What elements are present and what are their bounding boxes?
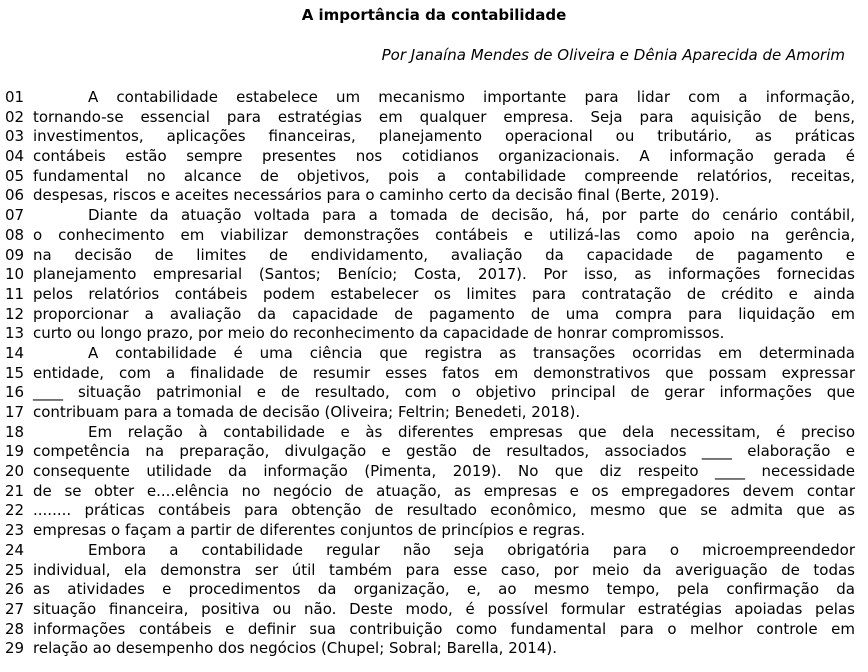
text-line: [0, 639, 868, 659]
text-line: [0, 265, 868, 285]
line-number: 14: [5, 343, 25, 362]
article-body: [0, 88, 868, 659]
line-number: 24: [5, 540, 25, 559]
line-number: 01: [5, 88, 25, 106]
line-number: 06: [5, 186, 25, 205]
line-text: ____ situação patrimonial e de resultado, com o objetivo principal de gerar informações que: [33, 383, 855, 402]
line-text: individual, ela demonstra ser útil também para esse caso, por meio da averiguação de todas: [33, 560, 855, 579]
line-text: de se obter e....elência no negócio de atuação, as empresas e os empregadores devem contar: [33, 481, 855, 500]
line-number: 15: [5, 363, 25, 382]
text-line: [0, 600, 868, 620]
text-line: [0, 561, 868, 581]
line-text: despesas, riscos e aceites necessários para o caminho certo da decisão final (Berte, 2019).: [33, 186, 720, 205]
text-line: [0, 167, 868, 187]
line-number: 05: [5, 166, 25, 185]
line-text: A contabilidade é uma ciência que registra as transações ocorridas em determinada: [88, 343, 855, 362]
text-line: [0, 186, 868, 206]
line-text: competência na preparação, divulgação e gestão de resultados, associados ____ elaboração e: [33, 442, 855, 461]
line-number: 25: [5, 560, 25, 579]
text-line: [0, 423, 868, 443]
line-number: 22: [5, 501, 25, 520]
line-number: 09: [5, 245, 25, 264]
text-line: [0, 305, 868, 325]
line-number: 28: [5, 619, 25, 638]
line-number: 21: [5, 481, 25, 500]
line-text: contribuam para a tomada de decisão (Oliveira; Feltrin; Benedeti, 2018).: [33, 403, 581, 421]
text-line: [0, 226, 868, 246]
text-line: [0, 285, 868, 305]
text-line: [0, 501, 868, 521]
line-text: Em relação à contabilidade e às diferentes empresas que dela necessitam, é preciso: [88, 422, 855, 441]
line-text: fundamental no alcance de objetivos, pois a contabilidade compreende relatórios, receitas,: [33, 166, 855, 185]
line-number: 29: [5, 639, 25, 658]
line-text: ........ práticas contábeis para obtenção de resultado econômico, mesmo que se admita que as: [33, 501, 855, 520]
line-text: curto ou longo prazo, por meio do reconhecimento da capacidade de honrar compromissos.: [33, 324, 725, 343]
line-text: relação ao desempenho dos negócios (Chupel; Sobral; Barella, 2014).: [33, 639, 558, 658]
line-number: 20: [5, 462, 25, 481]
line-number: 10: [5, 265, 25, 284]
line-text: empresas o façam a partir de diferentes conjuntos de princípios e regras.: [33, 521, 586, 540]
line-text: entidade, com a finalidade de resumir esses fatos em demonstrativos que possam expressar: [33, 363, 855, 382]
line-number: 02: [5, 107, 25, 126]
line-text: as atividades e procedimentos da organização, e, ao mesmo tempo, pela confirmação da: [33, 580, 855, 599]
article-title: A importância da contabilidade: [301, 6, 567, 24]
text-line: [0, 246, 868, 266]
text-line: [0, 127, 868, 147]
line-text: informações contábeis e definir sua contribuição como fundamental para o melhor controle em: [33, 619, 855, 638]
text-line: [0, 580, 868, 600]
text-line: [0, 403, 868, 423]
text-line: [0, 206, 868, 226]
line-number: 08: [5, 225, 25, 244]
line-number: 16: [5, 383, 25, 402]
line-number: 12: [5, 304, 25, 323]
line-text: pelos relatórios contábeis podem estabelecer os limites para contratação de crédito e ainda: [33, 284, 855, 303]
line-text: investimentos, aplicações financeiras, planejamento operacional ou tributário, as práticas: [33, 127, 855, 146]
text-line: [0, 442, 868, 462]
text-line: [0, 344, 868, 364]
line-number: 27: [5, 599, 25, 618]
line-text: A contabilidade estabelece um mecanismo importante para lidar com a informação,: [88, 88, 855, 106]
line-number: 03: [5, 127, 25, 146]
line-text: na decisão de limites de endividamento, avaliação da capacidade de pagamento e: [33, 245, 855, 264]
line-number: 07: [5, 206, 25, 225]
text-line: [0, 462, 868, 482]
text-line: [0, 147, 868, 167]
line-text: consequente utilidade da informação (Pimenta, 2019). No que diz respeito ____ necessidade: [33, 462, 855, 481]
line-number: 13: [5, 324, 25, 343]
text-line: [0, 324, 868, 344]
text-line: [0, 620, 868, 640]
line-text: contábeis estão sempre presentes nos cotidianos organizacionais. A informação gerada é: [33, 147, 855, 166]
text-line: [0, 364, 868, 384]
line-number: 26: [5, 580, 25, 599]
line-number: 04: [5, 147, 25, 166]
line-text: Embora a contabilidade regular não seja obrigatória para o microempreendedor: [88, 540, 855, 559]
line-text: Diante da atuação voltada para a tomada de decisão, há, por parte do cenário contábil,: [88, 206, 855, 225]
line-number: 18: [5, 422, 25, 441]
text-line: [0, 521, 868, 541]
line-number: 11: [5, 284, 25, 303]
article-byline: Por Janaína Mendes de Oliveira e Dênia Aparecida de Amorim: [381, 46, 845, 64]
text-line: [0, 383, 868, 403]
line-text: proporcionar a avaliação da capacidade de pagamento de uma compra para liquidação em: [33, 304, 855, 323]
line-number: 19: [5, 442, 25, 461]
text-line: [0, 482, 868, 502]
line-text: situação financeira, positiva ou não. Deste modo, é possível formular estratégias apoiadas pelas: [33, 599, 855, 618]
line-number: 23: [5, 521, 25, 540]
line-text: planejamento empresarial (Santos; Benício; Costa, 2017). Por isso, as informações fornecidas: [33, 265, 855, 284]
text-line: [0, 541, 868, 561]
line-text: tornando-se essencial para estratégias em qualquer empresa. Seja para aquisição de bens,: [33, 107, 855, 126]
line-number: 17: [5, 403, 25, 421]
line-text: o conhecimento em viabilizar demonstrações contábeis e utilizá-las como apoio na gerência,: [33, 225, 855, 244]
text-line: [0, 108, 868, 128]
text-line: [0, 88, 868, 108]
